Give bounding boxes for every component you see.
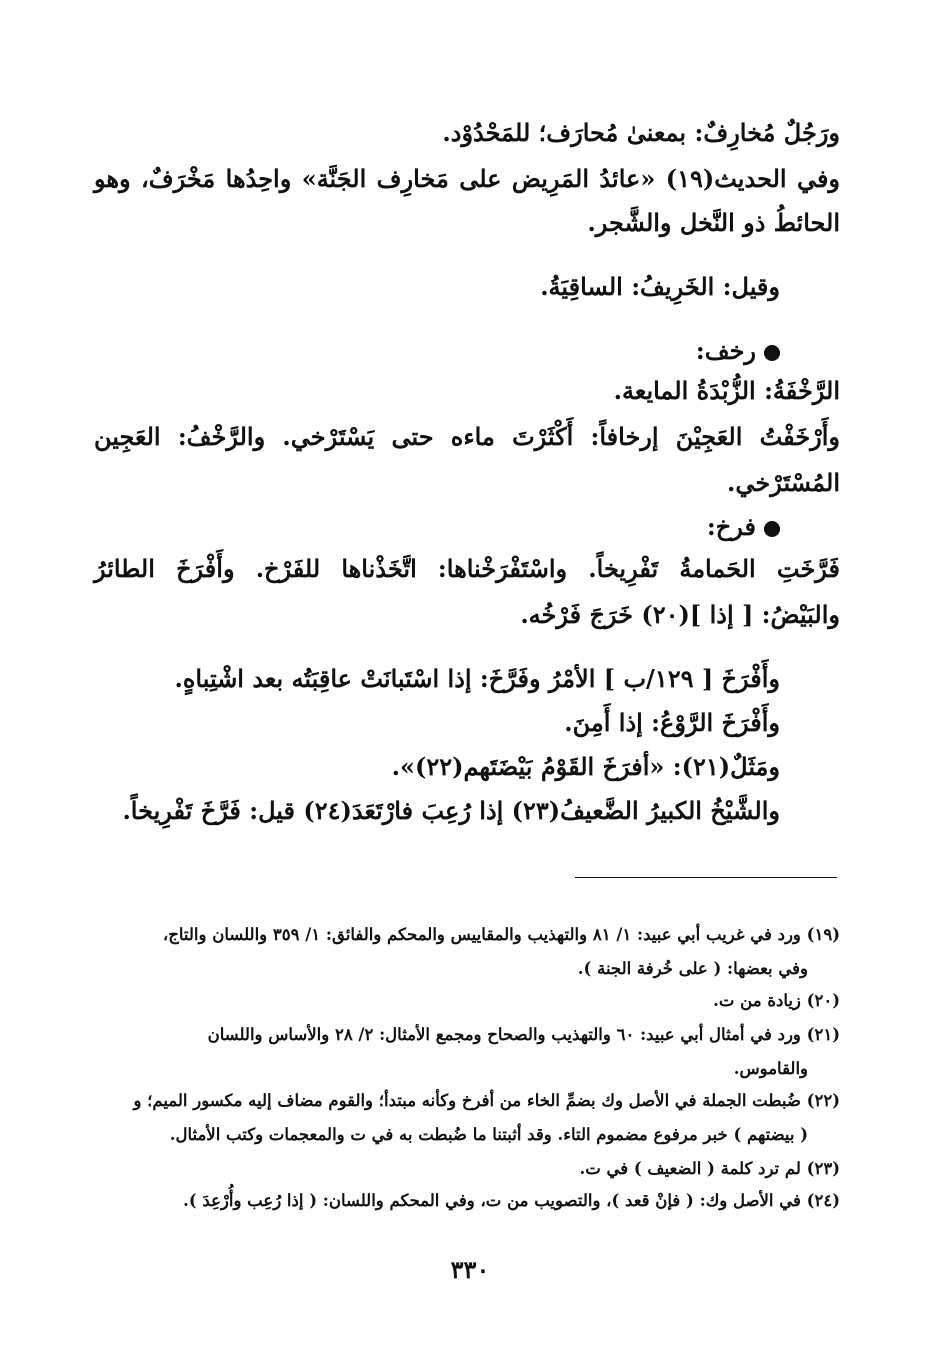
body-line: الحائطُ ذو النَّخل والشَّجر. xyxy=(587,208,840,237)
body-line: وأَفْرَخَ الرَّوْعُ: إذا أَمِنَ. xyxy=(564,708,780,737)
body-line: وأَرْخَفْتُ العَجِيْنَ إرخافاً: أَكْثَرْتَ ماءه حتى يَسْتَرْخي. والرَّخْفُ: العَجِين xyxy=(94,422,840,451)
body-line: ورَجُلٌ مُخارِفٌ: بمعنىٰ مُحارَف؛ للمَحْدُوْد. xyxy=(442,118,840,147)
body-line: وفي الحديث(١٩) «عائدُ المَرِيض على مَخارِف الجَنَّة» واحِدُها مَخْرَفٌ، وهو xyxy=(94,164,841,193)
footnote-line: (٢٤) في الأصل وك: ( فإنْ قعد )، والتصويب من ت، وفي المحكم واللسان: ( إذا رُعِب وأُرْعِدَ ). xyxy=(183,1191,840,1210)
body-line: والشَّيْخُ الكبيرُ الضَّعيفُ(٢٣) إذا رُعِبَ فارْتَعَدَ(٢٤) قيل: فَرَّخَ تَفْرِيخاً. xyxy=(122,796,780,825)
footnote-line: (٢١) ورد في أمثال أبي عبيد: ٦٠ والتهذيب والصحاح ومجمع الأمثال: ٢/ ٢٨ والأساس واللسان xyxy=(207,1025,840,1044)
body-line: وأَفْرَخَ [ ١٢٩/ب ] الأمْرُ وفَرَّخَ: إذا اسْتَبانَتْ عاقِبَتُه بعد اشْتِباهٍ. xyxy=(174,664,780,693)
body-line: ومَثَلٌ(٢١): «أفرَخَ القَوْمُ بَيْضَتَهم(٢٢)». xyxy=(391,752,780,781)
entry-heading-label: رخف: xyxy=(695,336,756,365)
bullet-icon xyxy=(764,345,780,361)
page-number: ٣٣٠ xyxy=(450,1255,490,1284)
body-line: فَرَّخَتِ الحَمامةُ تَفْرِيخاً. واسْتَفْرَخْناها: اتَّخَذْناها للفَرْخ. وأَفْرَخَ الطائرُ xyxy=(94,554,840,583)
footnote-line: (٢٢) ضُبطت الجملة في الأصل وك بضمِّ الخاء من أفرخ وكأنه مبتدأ؛ والقوم مضاف إليه مكسور الميم؛ و xyxy=(133,1091,840,1110)
footnote-line: والقاموس. xyxy=(733,1059,808,1078)
body-line: وقيل: الخَرِيفُ: الساقِيَةُ. xyxy=(540,272,780,301)
body-line: والبَيْضُ: [ إذا ](٢٠) خَرَجَ فَرْخُه. xyxy=(520,600,840,629)
entry-heading-farkh xyxy=(707,510,780,544)
footnote-line: (٢٣) لم ترد كلمة ( الضعيف ) في ت. xyxy=(579,1159,840,1178)
footnote-line: (١٩) ورد في غريب أبي عبيد: ١/ ٨١ والتهذيب والمقاييس والمحكم والفائق: ١/ ٣٥٩ واللسان والتاج، xyxy=(162,925,840,944)
entry-heading-label: فرخ: xyxy=(706,512,756,541)
footnote-line: (٢٠) زيادة من ت. xyxy=(713,991,840,1010)
entry-heading-rakhf xyxy=(696,334,780,368)
body-line: الرَّخْفَةُ: الزُّبْدَةُ المايعة. xyxy=(613,376,840,405)
footnote-divider xyxy=(575,877,837,878)
footnote-line: وفي بعضها: ( على خُرفة الجنة ). xyxy=(577,959,808,978)
footnote-line: ( بيضتهم ) خبر مرفوع مضموم التاء. وقد أثبتنا ما ضُبطت به في ت والمعجمات وكتب الأمثال. xyxy=(169,1125,808,1144)
bullet-icon xyxy=(764,521,780,537)
body-line: المُسْتَرْخي. xyxy=(727,468,840,497)
